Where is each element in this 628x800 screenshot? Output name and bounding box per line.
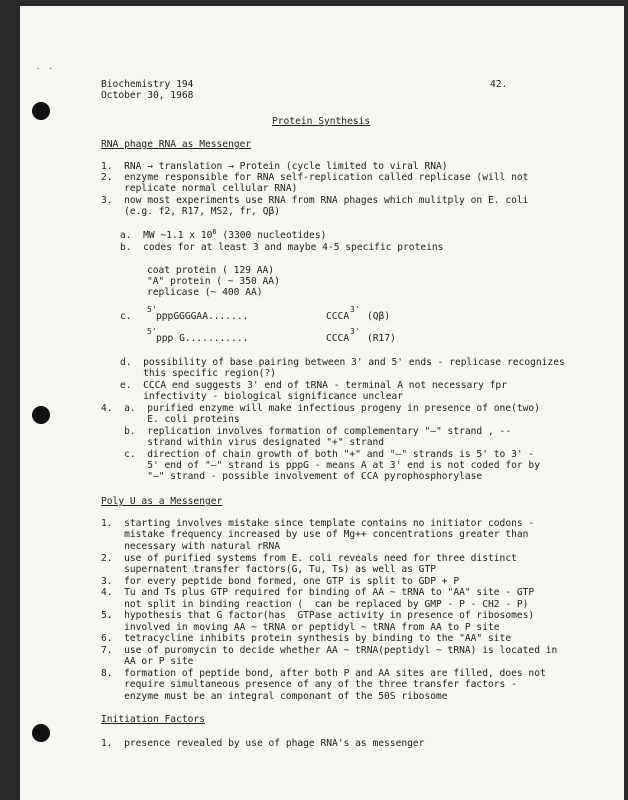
prime-label: 5' <box>147 327 157 336</box>
punch-hole <box>32 102 50 120</box>
list-item: 3. for every peptide bond formed, one GTP is split to GDP + P <box>101 576 460 587</box>
sub-item-label: c. <box>120 311 132 322</box>
list-item: 3. now most experiments use RNA from RNA phages which mulitply on E. coli <box>101 195 529 206</box>
list-item: replicate normal cellular RNA) <box>101 183 298 194</box>
sub-item: a. MW ~1.1 x $10^6$ (3300 nucleotides) <box>120 227 327 241</box>
sub-item: b. codes for at least 3 and maybe 4-5 specific proteins <box>120 242 444 253</box>
sub-item: this specific region(?) <box>120 368 276 379</box>
list-item: (e.g. f2, R17, MS2, fr, Qβ) <box>101 206 281 217</box>
page-number: 42. <box>490 79 508 90</box>
list-item: 5. hypothesis that G factor(has GTPase activity in presence of ribosomes) <box>101 610 535 621</box>
stray-mark: · · <box>36 65 53 73</box>
section-heading: Poly U as a Messenger <box>101 496 223 507</box>
list-item: 7. use of puromycin to decide whether AA ~ tRNA(peptidyl ~ tRNA) is located in <box>101 645 558 656</box>
sub-item: e. CCCA end suggests 3' end of tRNA - terminal A not necessary fpr <box>120 380 507 391</box>
sub-item: infectivity - biological significance unclear <box>120 391 404 402</box>
prime-label: 3' <box>350 305 360 314</box>
protein-entry: coat protein ( 129 AA) <box>147 265 275 276</box>
sequence-end: CCCA <box>326 311 350 322</box>
prime-label: 3' <box>350 327 360 336</box>
list-item: 6. tetracycline inhibits protein synthesis by binding to the "AA" site <box>101 633 512 644</box>
list-item: mistake frequency increased by use of Mg++ concentrations greater than <box>101 529 529 540</box>
sub-item: d. possibility of base pairing between 3' and 5' ends - replicase recognizes <box>120 357 565 368</box>
sequence: pppGGGGAA....... <box>156 311 249 322</box>
sequence: ppp G........... <box>156 333 249 344</box>
list-item: 4. Tu and Ts plus GTP required for binding of AA ~ tRNA to "AA" site - GTP <box>101 587 535 598</box>
prime-label: 5' <box>147 305 157 314</box>
protein-entry: replicase (~ 400 AA) <box>147 287 263 298</box>
lecture-date: October 30, 1968 <box>101 90 194 101</box>
list-item: 1. presence revealed by use of phage RNA's as messenger <box>101 738 425 749</box>
list-item: AA or P site <box>101 656 194 667</box>
section-heading: Initiation Factors <box>101 714 205 725</box>
list-item: strand within virus designated "+" strand <box>101 437 385 448</box>
page-title: Protein Synthesis <box>272 116 371 127</box>
list-item: "–" strand - possible involvement of CCA pyrophosphorylase <box>101 471 483 482</box>
document-page <box>20 6 624 800</box>
section-heading: RNA phage RNA as Messenger <box>101 139 252 150</box>
list-item: 8. formation of peptide bond, after both P and AA sites are filled, does not <box>101 668 546 679</box>
list-item: 1. starting involves mistake since template contains no initiator codons - <box>101 518 535 529</box>
list-item: enzyme must be an integral componant of the 50S ribosome <box>101 691 448 702</box>
list-item: 1. RNA → translation → Protein (cycle limited to viral RNA) <box>101 161 448 172</box>
list-item: not split in binding reaction ( can be replaced by GMP - P - CH2 - P) <box>101 599 529 610</box>
phage-label: (Qβ) <box>367 311 391 322</box>
list-item: supernatent transfer factors(G, Tu, Ts) as well as GTP <box>101 564 437 575</box>
list-item: necessary with natural rRNA <box>101 541 281 552</box>
course-title: Biochemistry 194 <box>101 79 194 90</box>
phage-label: (R17) <box>367 333 396 344</box>
punch-hole <box>32 406 50 424</box>
list-item: 5' end of "–" strand is pppG - means A at 3' end is not coded for by <box>101 460 540 471</box>
list-item: E. coli proteins <box>101 414 240 425</box>
list-item: involved in moving AA ~ tRNA or peptidyl ~ tRNA from AA to P site <box>101 622 500 633</box>
sequence-end: CCCA <box>326 333 350 344</box>
punch-hole <box>32 724 50 742</box>
list-item: b. replication involves formation of complementary "–" strand , -- <box>101 426 512 437</box>
protein-entry: "A" protein ( ~ 350 AA) <box>147 276 280 287</box>
list-item: 2. use of purified systems from E. coli reveals need for three distinct <box>101 553 517 564</box>
list-item: 4. a. purified enzyme will make infectious progeny in presence of one(two) <box>101 403 540 414</box>
list-item: c. direction of chain growth of both "+" and "–" strands is 5' to 3' - <box>101 449 535 460</box>
list-item: 2. enzyme responsible for RNA self-replication called replicase (will not <box>101 172 529 183</box>
list-item: require simultaneous presence of any of the three transfer factors - <box>101 679 517 690</box>
